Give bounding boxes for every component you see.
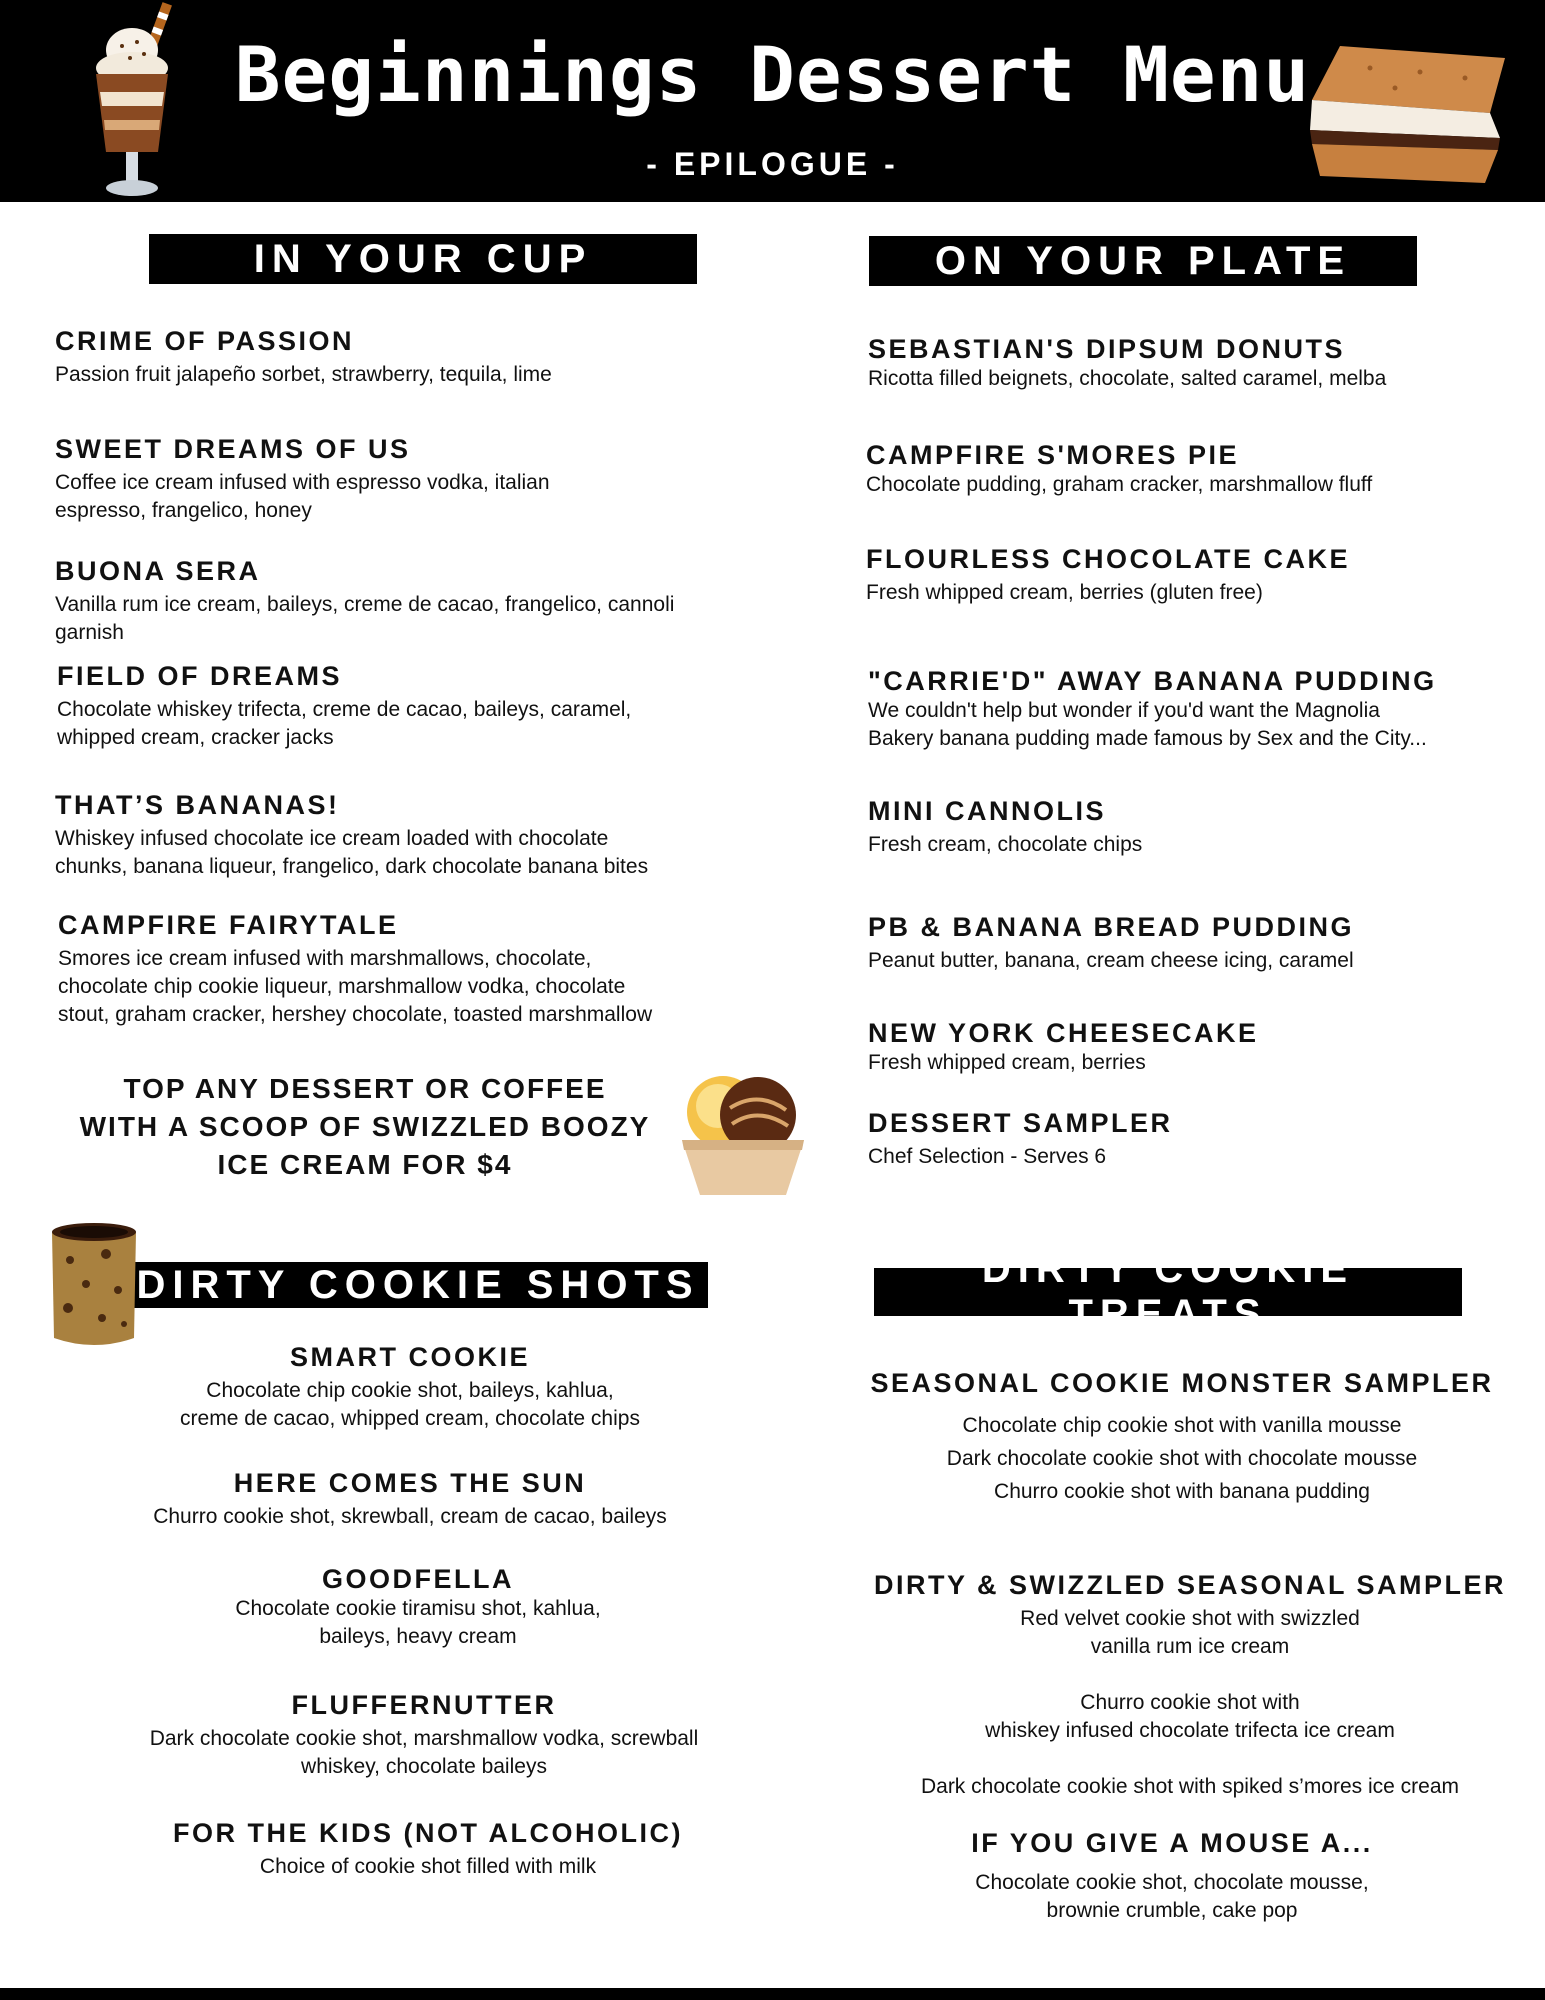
menu-item [55,326,815,389]
milkshake-icon [82,2,182,202]
item-name: THAT’S BANANAS! [55,790,340,820]
smores-icon [1300,38,1515,193]
item-name: SEBASTIAN'S DIPSUM DONUTS [868,334,1345,364]
item-description: Chocolate cookie shot, chocolate mousse, brownie crumble, cake pop [975,1871,1369,1922]
item-description: Fresh whipped cream, berries (gluten free) [866,581,1263,604]
item-name: FOR THE KIDS (NOT ALCOHOLIC) [173,1818,683,1848]
section-dirty-cookie-shots: DIRTY COOKIE SHOTS [128,1262,708,1308]
menu-item [868,912,1528,975]
item-name: HERE COMES THE SUN [233,1468,587,1498]
menu-subtitle: - EPILOGUE - [646,146,899,182]
menu-item [124,1690,724,1781]
item-name: BUONA SERA [55,556,261,586]
item-name: CAMPFIRE S'MORES PIE [866,440,1239,470]
menu-item [110,1342,710,1433]
item-description: Fresh cream, chocolate chips [868,833,1143,856]
item-name: FLOURLESS CHOCOLATE CAKE [866,544,1350,574]
item-name: NEW YORK CHEESECAKE [868,1018,1259,1048]
item-name: DIRTY & SWIZZLED SEASONAL SAMPLER [873,1570,1507,1600]
item-description: Chocolate pudding, graham cracker, marshmallow fluff [866,473,1373,496]
item-name: PB & BANANA BREAD PUDDING [868,912,1355,942]
item-description: Chocolate chip cookie shot with vanilla mousse Dark chocolate cookie shot with chocolate mousse Churro cookie shot with banana pudding [946,1414,1418,1503]
promo-text: TOP ANY DESSERT OR COFFEE WITH A SCOOP OF SWIZZLED BOOZY ICE CREAM FOR $4 [79,1073,651,1180]
item-description: Chocolate chip cookie shot, baileys, kahlua, creme de cacao, whipped cream, chocolate chips [180,1379,640,1430]
menu-item [868,334,1528,393]
menu-item [868,666,1538,753]
item-name: MINI CANNOLIS [868,796,1106,826]
item-description: Ricotta filled beignets, chocolate, salted caramel, melba [868,367,1387,390]
item-description: Chef Selection - Serves 6 [868,1145,1107,1168]
item-name: SEASONAL COOKIE MONSTER SAMPLER [870,1368,1494,1398]
item-description: Red velvet cookie shot with swizzled vanilla rum ice cream Churro cookie shot with whiskey infused chocolate trifecta ice cream Dark chocolate cookie shot with spiked s’mores ice cream [920,1607,1460,1798]
ice-cream-cup-icon [668,1060,818,1200]
menu-title: Beginnings Dessert Menu [234,30,1311,119]
section-on-your-plate: ON YOUR PLATE [869,236,1417,286]
item-description: Passion fruit jalapeño sorbet, strawberry, tequila, lime [55,363,552,386]
footer-bar [0,1988,1545,2000]
section-in-your-cup: IN YOUR CUP [149,234,697,284]
menu-item [110,1468,710,1531]
item-description: Dark chocolate cookie shot, marshmallow vodka, screwball whiskey, chocolate baileys [149,1727,699,1778]
cookie-shot-icon [46,1220,141,1350]
menu-item [866,544,1526,607]
item-description: Coffee ice cream infused with espresso vodka, italian espresso, frangelico, honey [55,471,550,522]
menu-item [852,1368,1512,1508]
item-name: CRIME OF PASSION [55,326,355,356]
item-description: Fresh whipped cream, berries [868,1051,1146,1074]
item-description: Whiskey infused chocolate ice cream loaded with chocolate chunks, banana liqueur, frangelico, dark chocolate banana bites [55,827,649,878]
item-name: "CARRIE'D" AWAY BANANA PUDDING [868,666,1437,696]
item-name: CAMPFIRE FAIRYTALE [58,910,399,940]
menu-item [55,790,845,881]
menu-item [840,1570,1540,1801]
menu-item [868,796,1528,859]
menu-item [55,434,815,525]
item-description: Chocolate cookie tiramisu shot, kahlua, baileys, heavy cream [235,1597,601,1648]
item-name: SWEET DREAMS OF US [55,434,411,464]
item-description: We couldn't help but wonder if you'd want the Magnolia Bakery banana pudding made famous by Sex and the City... [868,699,1427,750]
item-name: GOODFELLA [322,1564,514,1594]
item-description: Choice of cookie shot filled with milk [259,1855,597,1878]
menu-item [842,1828,1502,1925]
item-description: Vanilla rum ice cream, baileys, creme de cacao, frangelico, cannoli garnish [55,593,675,644]
menu-item [868,1108,1528,1171]
menu-item [868,1018,1528,1077]
menu-item [118,1564,718,1651]
menu-item [866,440,1526,499]
menu-item [128,1818,728,1881]
menu-item [58,910,848,1029]
item-name: IF YOU GIVE A MOUSE A... [971,1828,1373,1858]
item-description: Churro cookie shot, skrewball, cream de cacao, baileys [153,1505,667,1528]
menu-item [57,661,817,752]
item-name: FLUFFERNUTTER [291,1690,557,1720]
item-description: Chocolate whiskey trifecta, creme de cacao, baileys, caramel, whipped cream, cracker jacks [57,698,632,749]
item-description: Peanut butter, banana, cream cheese icing, caramel [868,949,1354,972]
item-name: DESSERT SAMPLER [868,1108,1173,1138]
item-name: FIELD OF DREAMS [57,661,342,691]
item-name: SMART COOKIE [289,1342,530,1372]
section-dirty-cookie-treats: DIRTY COOKIE TREATS [874,1268,1462,1316]
item-description: Smores ice cream infused with marshmallows, chocolate, chocolate chip cookie liqueur, marshmallow vodka, chocolate stout, graham cracker, hershey chocolate, toasted marshmallow [58,947,653,1026]
header-banner [0,0,1545,202]
menu-item [55,556,845,647]
